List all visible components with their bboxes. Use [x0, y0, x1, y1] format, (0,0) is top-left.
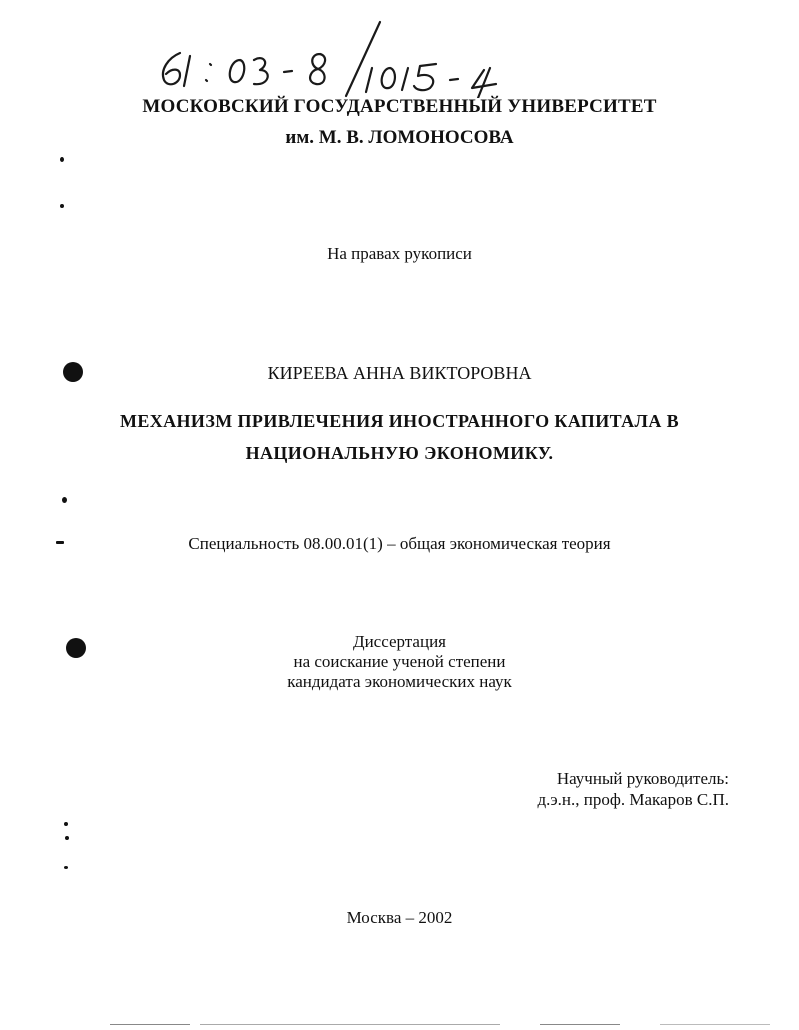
punch-hole-mark: [63, 362, 83, 382]
university-subtitle: им. М. В. ЛОМОНОСОВА: [285, 127, 514, 148]
scan-speck: [62, 497, 67, 503]
university-name: МОСКОВСКИЙ ГОСУДАРСТВЕННЫЙ УНИВЕРСИТЕТ: [142, 96, 657, 117]
specialty: Специальность 08.00.01(1) – общая экономическая теория: [188, 534, 611, 553]
supervisor-label: Научный руководитель:: [556, 769, 729, 788]
dissertation-field: кандидата экономических наук: [287, 672, 512, 691]
supervisor-name: д.э.н., проф. Макаров С.П.: [537, 790, 729, 809]
scan-speck: [64, 822, 68, 826]
scan-speck: [65, 836, 69, 840]
author-name: КИРЕЕВА АННА ВИКТОРОВНА: [267, 363, 532, 383]
thesis-title-line1: МЕХАНИЗМ ПРИВЛЕЧЕНИЯ ИНОСТРАННОГО КАПИТАЛА В: [119, 411, 680, 431]
scan-edge-line: [540, 1024, 620, 1025]
scan-speck: [60, 157, 64, 162]
city-year: Москва – 2002: [346, 908, 453, 927]
manuscript-note: На правах рукописи: [327, 244, 472, 263]
dissertation-label: Диссертация: [352, 632, 446, 651]
scan-speck: [56, 541, 64, 544]
punch-hole-mark: [66, 638, 86, 658]
scan-edge-line: [660, 1024, 770, 1025]
thesis-title-line2: НАЦИОНАЛЬНУЮ ЭКОНОМИКУ.: [245, 443, 554, 463]
scan-edge-line: [200, 1024, 500, 1025]
scan-speck: [64, 866, 68, 869]
scan-speck: [60, 204, 64, 208]
dissertation-degree: на соискание ученой степени: [293, 652, 506, 671]
scan-edge-line: [110, 1024, 190, 1025]
